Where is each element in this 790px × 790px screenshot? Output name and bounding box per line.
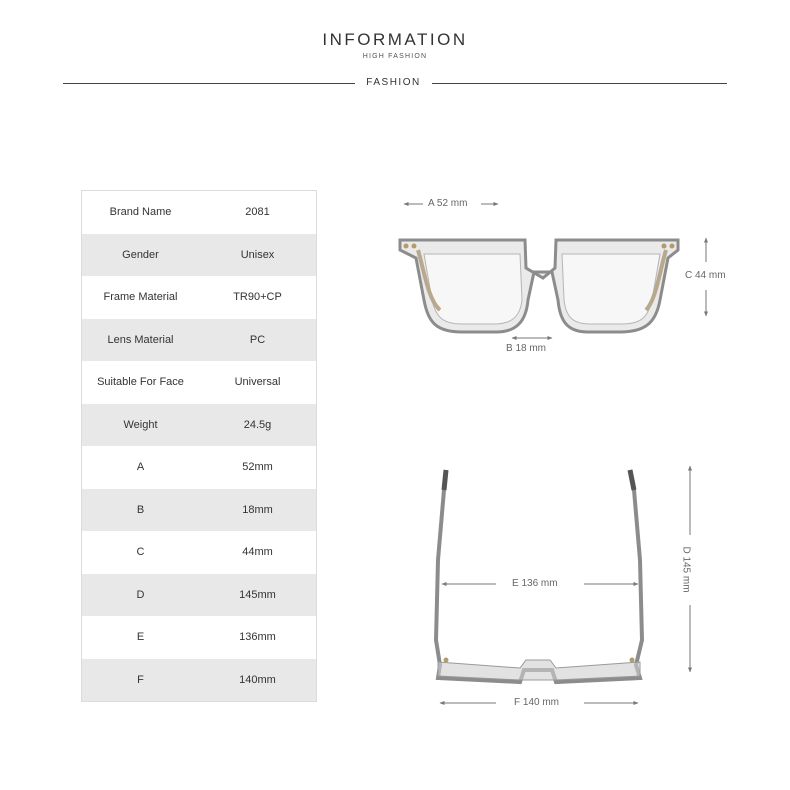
section-label: FASHION — [366, 77, 421, 88]
spec-value: PC — [249, 333, 266, 346]
spec-label: F — [137, 673, 144, 686]
spec-value: TR90+CP — [233, 291, 282, 304]
dimension-d-label: D 145 mm — [680, 546, 692, 593]
spec-label: Frame Material — [103, 291, 178, 304]
page-subtitle: HIGH FASHION — [362, 53, 428, 60]
spec-value: 136mm — [239, 631, 276, 644]
spec-label: Lens Material — [107, 333, 174, 346]
spec-value: 52mm — [242, 461, 273, 474]
spec-value: 18mm — [242, 503, 273, 516]
spec-label: Weight — [123, 418, 158, 431]
page-title: INFORMATION — [322, 30, 468, 49]
spec-label: B — [136, 503, 145, 516]
spec-label: Gender — [122, 248, 159, 261]
spec-value: 44mm — [242, 546, 273, 559]
spec-label: Suitable For Face — [97, 376, 184, 389]
spec-value: Universal — [234, 376, 281, 389]
dimension-c-label: C 44 mm — [685, 270, 726, 281]
spec-value: 24.5g — [243, 418, 272, 431]
spec-value: 2081 — [245, 206, 270, 219]
spec-value: 145mm — [239, 588, 276, 601]
spec-value: Unisex — [240, 248, 275, 261]
spec-label: E — [136, 631, 145, 644]
dimension-a-label: A 52 mm — [428, 198, 468, 209]
dimension-f-label: F 140 mm — [514, 697, 560, 708]
spec-label: A — [136, 461, 145, 474]
spec-label: Brand Name — [109, 206, 172, 219]
spec-value: 140mm — [239, 673, 276, 686]
dimension-b-label: B 18 mm — [506, 343, 547, 354]
glasses-top-view — [436, 470, 642, 682]
dimension-e-label: E 136 mm — [512, 578, 558, 589]
glasses-front-view — [400, 240, 678, 332]
spec-label: C — [136, 546, 145, 559]
spec-label: D — [136, 588, 145, 601]
